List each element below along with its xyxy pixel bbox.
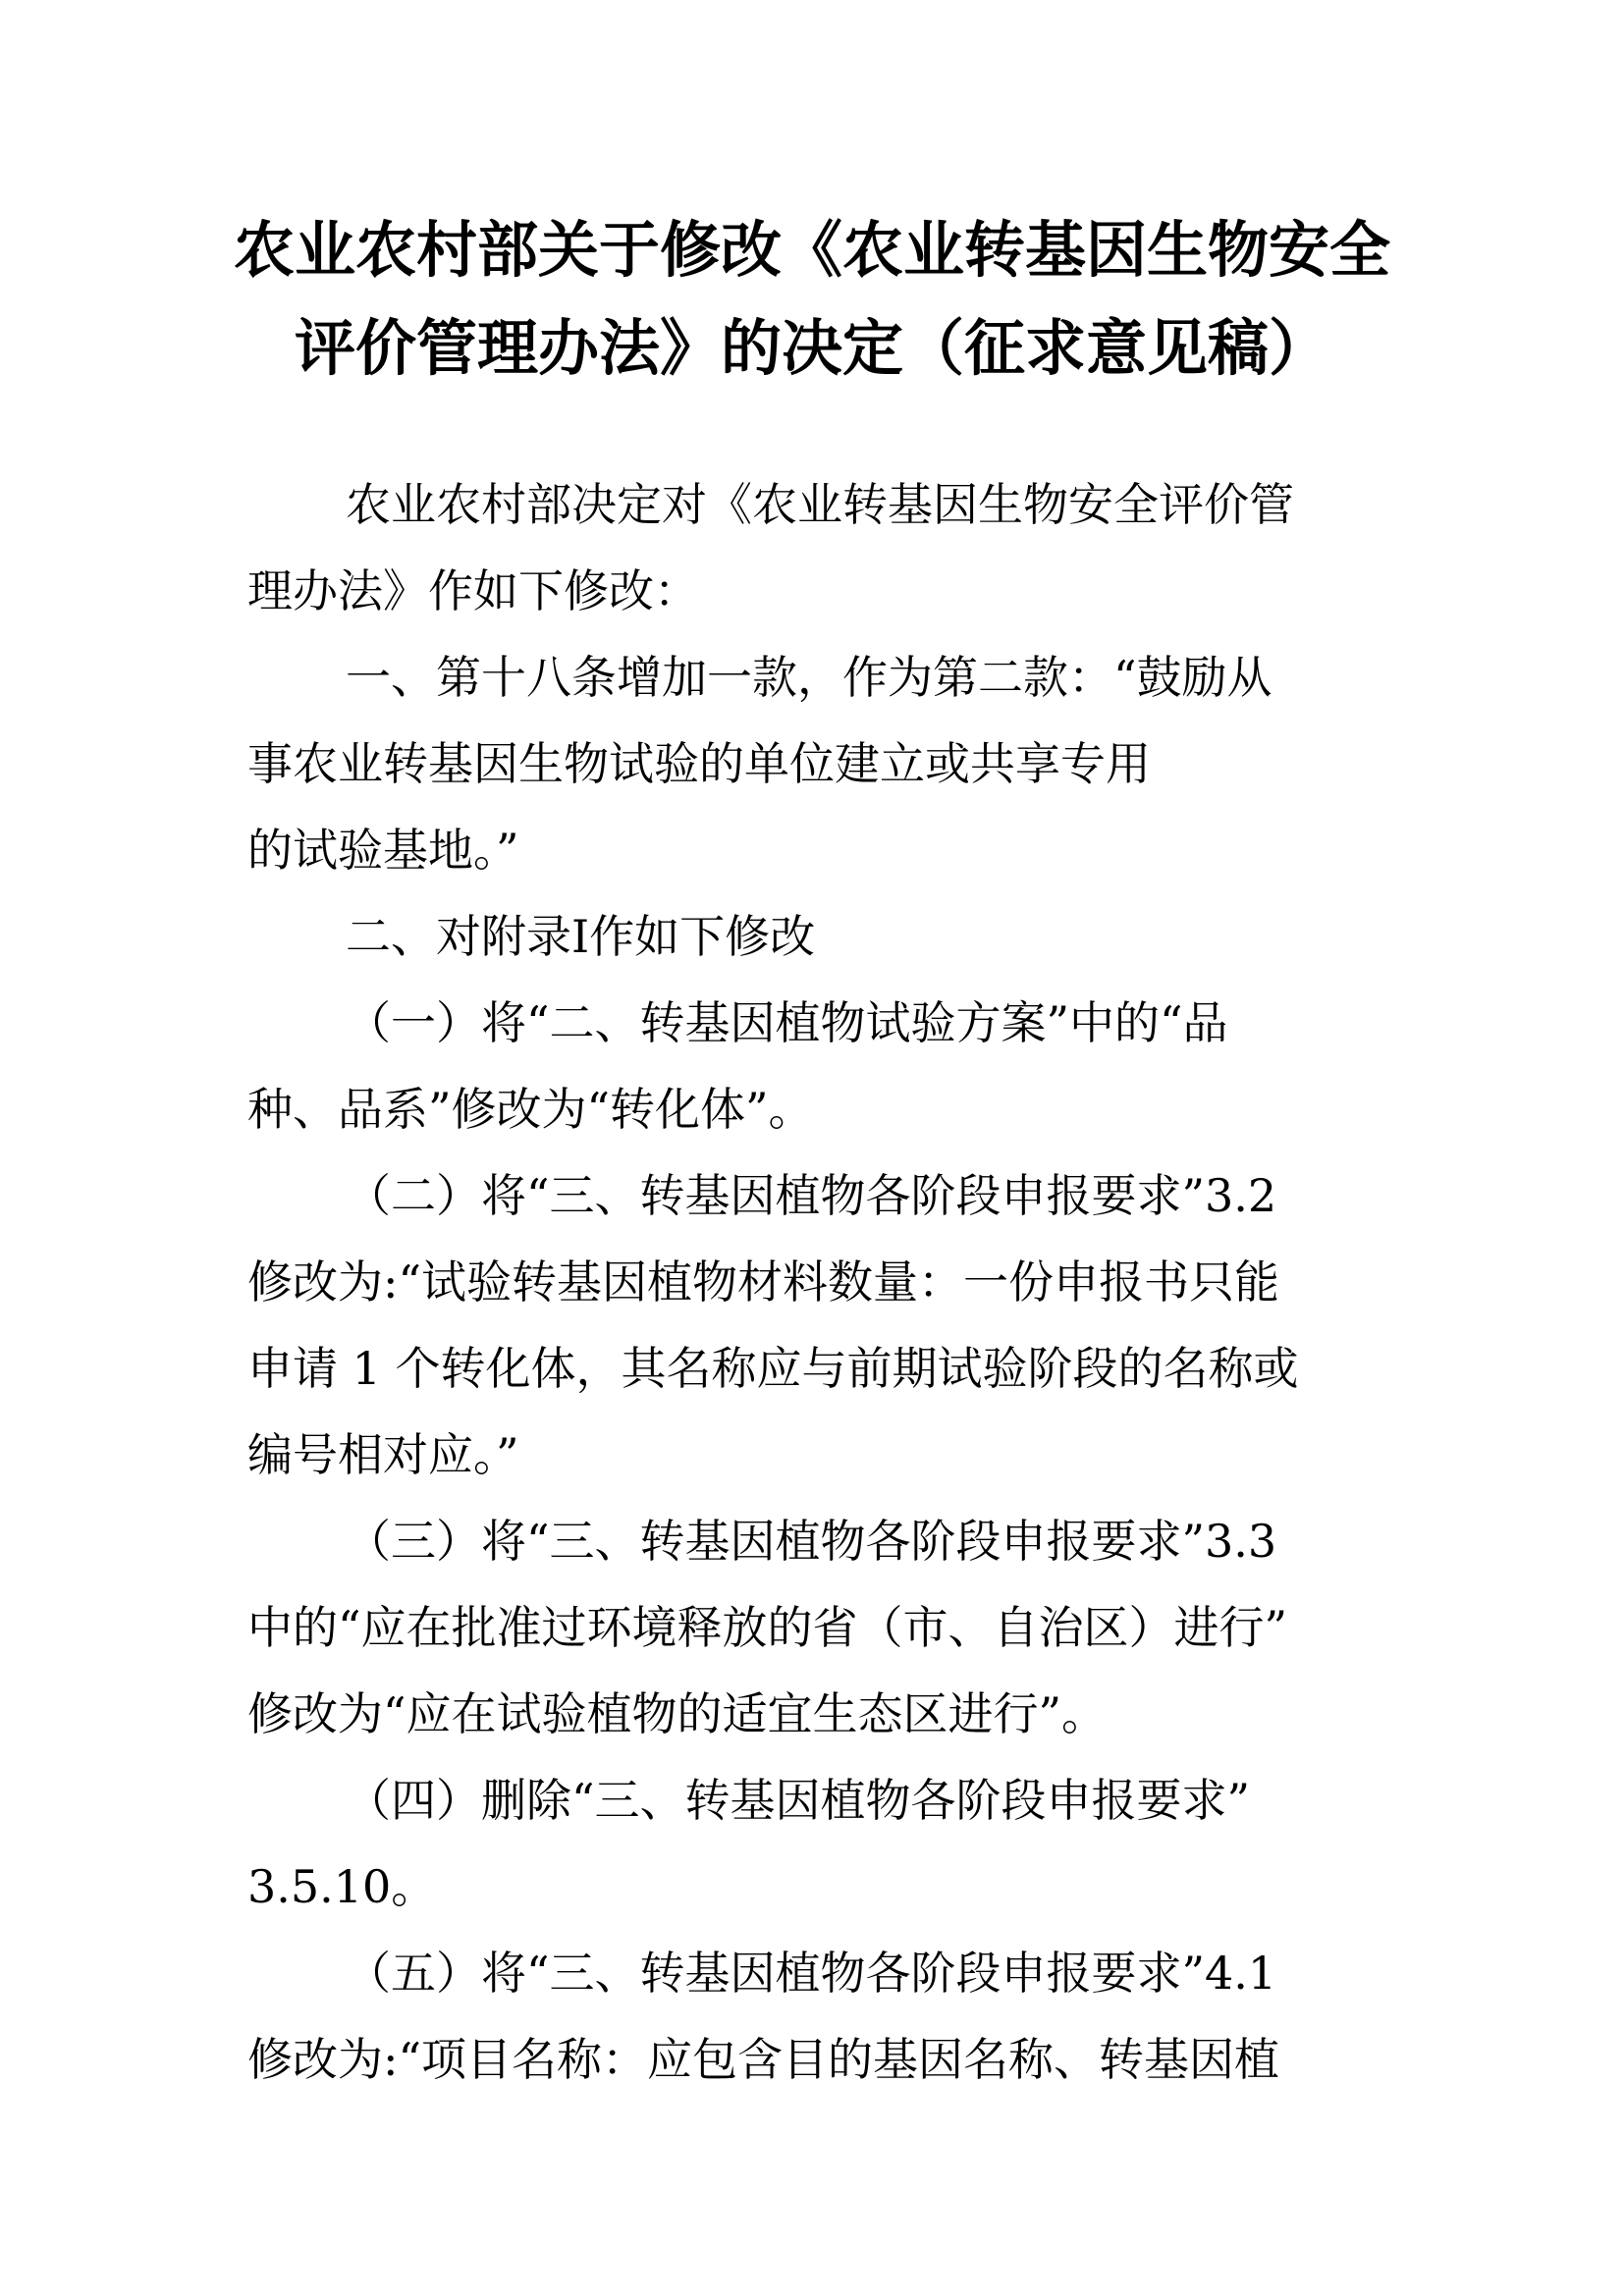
paragraph-line: 编号相对应。” [247,1428,519,1481]
paragraph-line: （三）将“三、转基因植物各阶段申报要求”3.3 [346,1515,1277,1568]
paragraph-line: （五）将“三、转基因植物各阶段申报要求”4.1 [346,1947,1277,2000]
paragraph-line: （二）将“三、转基因植物各阶段申报要求”3.2 [346,1169,1277,1222]
paragraph-line: 理办法》作如下修改： [247,564,699,617]
paragraph-line: 农业农村部决定对《农业转基因生物安全评价管 [346,478,1294,531]
paragraph-line: （一）将“二、转基因植物试验方案”中的“品 [346,996,1228,1049]
paragraph-line: 3.5.10。 [247,1860,437,1913]
paragraph-line: （四）删除“三、转基因植物各阶段申报要求” [346,1774,1251,1827]
paragraph-line: 申请 1 个转化体，其名称应与前期试验阶段的名称或 [247,1342,1299,1395]
document-title [196,201,1428,398]
title-line-2: 评价管理办法》的决定（征求意见稿） [294,312,1329,384]
paragraph-line: 的试验基地。” [247,824,519,877]
paragraph-line: 修改为“应在试验植物的适宜生态区进行”。 [247,1687,1108,1740]
paragraph-line: 事农业转基因生物试验的单位建立或共享专用 [247,737,1151,790]
title-line-1: 农业农村部关于修改《农业转基因生物安全 [233,214,1390,286]
paragraph-line: 一、第十八条增加一款，作为第二款：“鼓励从 [346,651,1272,704]
paragraph-line: 修改为:“项目名称：应包含目的基因名称、转基因植 [247,2033,1280,2086]
paragraph-line: 二、对附录Ⅰ作如下修改 [346,910,816,963]
paragraph-line: 种、品系”修改为“转化体”。 [247,1083,814,1136]
paragraph-line: 修改为:“试验转基因植物材料数量：一份申报书只能 [247,1255,1280,1308]
paragraph-line: 中的“应在批准过环境释放的省（市、自治区）进行” [247,1601,1288,1654]
